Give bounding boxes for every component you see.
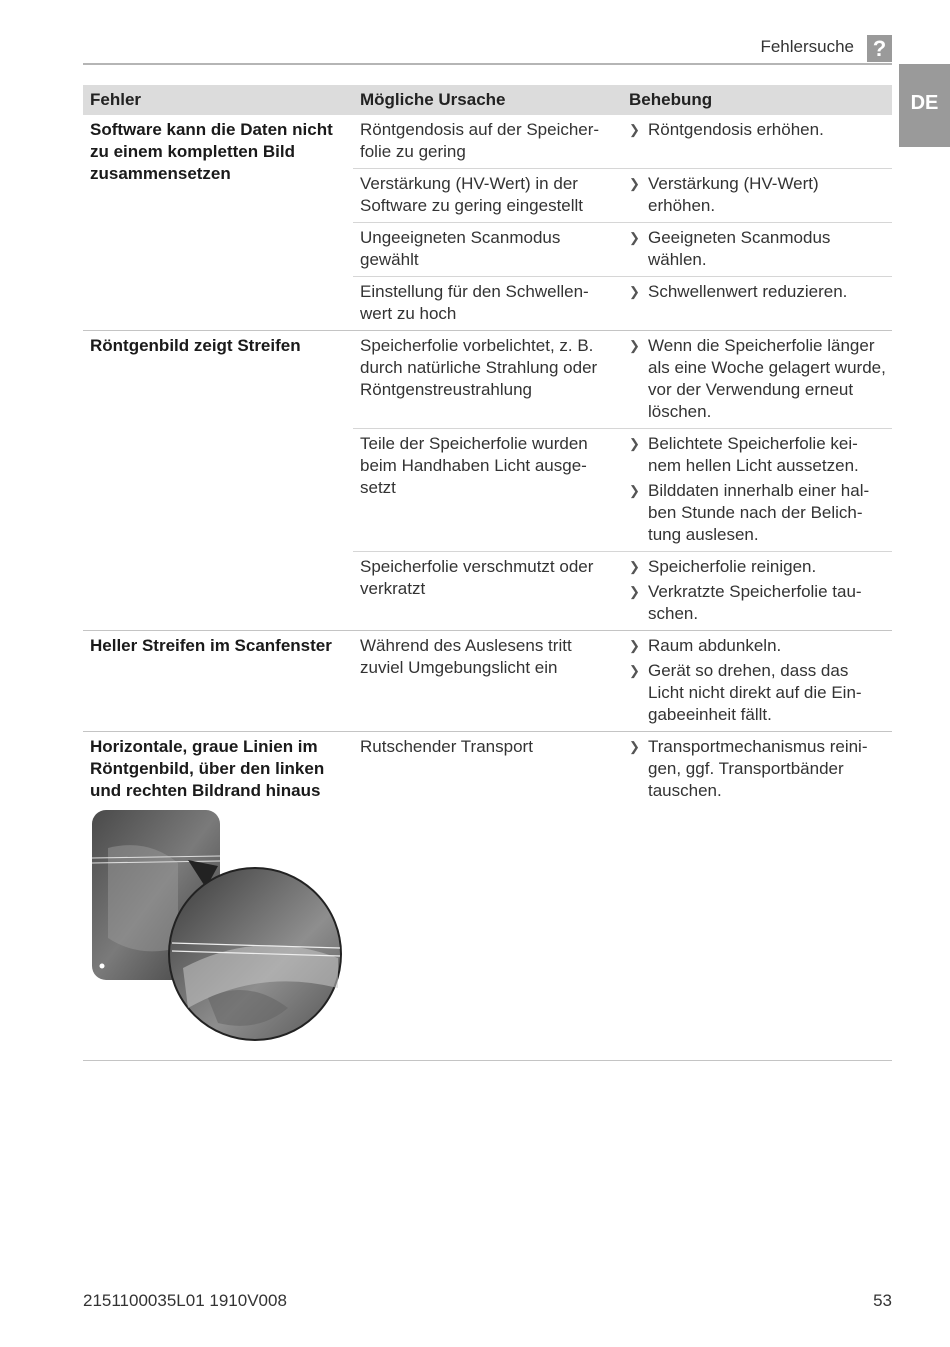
remedy-item — [629, 433, 886, 477]
remedy-text: Raum abdunkeln. — [648, 636, 782, 655]
section-title: Fehlersuche — [760, 37, 854, 56]
chevron-right-icon: ❯ — [629, 230, 640, 245]
remedy-item — [629, 635, 886, 657]
possible-cause: Teile der Speicherfolie wurden beim Handhaben Licht ausge-setzt — [360, 434, 588, 497]
chevron-right-icon: ❯ — [629, 739, 640, 754]
chevron-right-icon: ❯ — [629, 638, 640, 653]
remedy-text: Röntgendosis erhöhen. — [648, 120, 824, 139]
remedy-text: Verkratzte Speicherfolie tau-schen. — [648, 582, 862, 623]
troubleshooting-table — [83, 85, 892, 1061]
cause-row — [353, 732, 892, 807]
possible-cause: Röntgendosis auf der Speicher-folie zu gering — [360, 120, 600, 161]
cause-fix-list — [353, 115, 892, 330]
language-tab: DE — [899, 64, 950, 147]
possible-cause: Speicherfolie verschmutzt oder verkratzt — [360, 557, 594, 598]
remedy-item — [629, 335, 886, 423]
cause-fix-list — [353, 631, 892, 731]
remedy-list — [623, 277, 892, 330]
remedy-item — [629, 660, 886, 726]
table-row-group — [83, 732, 892, 1061]
remedy-item — [629, 281, 886, 303]
remedy-list — [623, 223, 892, 276]
table-body — [83, 115, 892, 1061]
column-header-ursache: Mögliche Ursache — [360, 90, 506, 109]
xray-example-image — [88, 808, 345, 1050]
remedy-text: Belichtete Speicherfolie kei-nem hellen Licht aussetzen. — [648, 434, 859, 475]
cause-row — [353, 222, 892, 276]
column-header-behebung: Behebung — [629, 90, 713, 109]
possible-cause: Während des Auslesens tritt zuviel Umgebungslicht ein — [360, 636, 572, 677]
cause-row — [353, 631, 892, 731]
remedy-list — [623, 169, 892, 222]
possible-cause: Ungeeigneten Scanmodus gewählt — [360, 228, 561, 269]
remedy-item — [629, 119, 886, 141]
help-icon: ? — [867, 35, 892, 62]
remedy-item — [629, 736, 886, 802]
remedy-text: Schwellenwert reduzieren. — [648, 282, 848, 301]
possible-cause: Speicherfolie vorbelichtet, z. B. durch natürliche Strahlung oder Röntgenstreustrahlung — [360, 336, 598, 399]
error-description: Heller Streifen im Scanfenster — [90, 636, 332, 655]
cause-row — [353, 276, 892, 330]
remedy-text: Gerät so drehen, dass das Licht nicht direkt auf die Ein-gabeeinheit fällt. — [648, 661, 862, 724]
chevron-right-icon: ❯ — [629, 338, 640, 353]
possible-cause: Einstellung für den Schwellen-wert zu hoch — [360, 282, 589, 323]
remedy-list — [623, 732, 892, 807]
cause-fix-list — [353, 331, 892, 630]
error-description: Röntgenbild zeigt Streifen — [90, 336, 301, 355]
error-description: Software kann die Daten nicht zu einem kompletten Bild zusammensetzen — [90, 120, 333, 183]
chevron-right-icon: ❯ — [629, 483, 640, 498]
remedy-item — [629, 581, 886, 625]
cause-row — [353, 168, 892, 222]
header-divider — [83, 63, 892, 65]
cause-fix-list — [353, 732, 892, 1060]
document-number: 2151100035L01 1910V008 — [83, 1291, 287, 1310]
remedy-list — [623, 331, 892, 428]
remedy-list — [623, 631, 892, 731]
remedy-item — [629, 480, 886, 546]
chevron-right-icon: ❯ — [629, 559, 640, 574]
remedy-text: Speicherfolie reinigen. — [648, 557, 817, 576]
error-description — [83, 732, 353, 1060]
possible-cause: Verstärkung (HV-Wert) in der Software zu gering eingestellt — [360, 174, 584, 215]
remedy-list — [623, 552, 892, 630]
chevron-right-icon: ❯ — [629, 284, 640, 299]
chevron-right-icon: ❯ — [629, 176, 640, 191]
remedy-list — [623, 429, 892, 551]
table-header-row — [83, 85, 892, 115]
chevron-right-icon: ❯ — [629, 584, 640, 599]
table-row-group — [83, 631, 892, 732]
chevron-right-icon: ❯ — [629, 663, 640, 678]
remedy-text: Geeigneten Scanmodus wählen. — [648, 228, 831, 269]
error-description-text: Horizontale, graue Linien im Röntgenbild, über den linken und rechten Bildrand hinaus — [90, 737, 325, 800]
column-header-fehler: Fehler — [90, 90, 142, 109]
chevron-right-icon: ❯ — [629, 436, 640, 451]
cause-row — [353, 331, 892, 428]
remedy-item — [629, 227, 886, 271]
remedy-item — [629, 556, 886, 578]
table-row-group — [83, 331, 892, 631]
remedy-list — [623, 115, 892, 168]
remedy-text: Wenn die Speicherfolie länger als eine Woche gelagert wurde, vor der Verwendung erneut löschen. — [648, 336, 886, 421]
possible-cause: Rutschender Transport — [360, 737, 533, 756]
cause-row — [353, 428, 892, 551]
table-row-group — [83, 115, 892, 331]
remedy-text: Bilddaten innerhalb einer hal-ben Stunde nach der Belich-tung auslesen. — [648, 481, 870, 544]
cause-row — [353, 551, 892, 630]
remedy-text: Transportmechanismus reini-gen, ggf. Transportbänder tauschen. — [648, 737, 868, 800]
remedy-item — [629, 173, 886, 217]
chevron-right-icon: ❯ — [629, 122, 640, 137]
cause-row — [353, 115, 892, 168]
remedy-text: Verstärkung (HV-Wert) erhöhen. — [648, 174, 819, 215]
page-number: 53 — [873, 1291, 892, 1310]
